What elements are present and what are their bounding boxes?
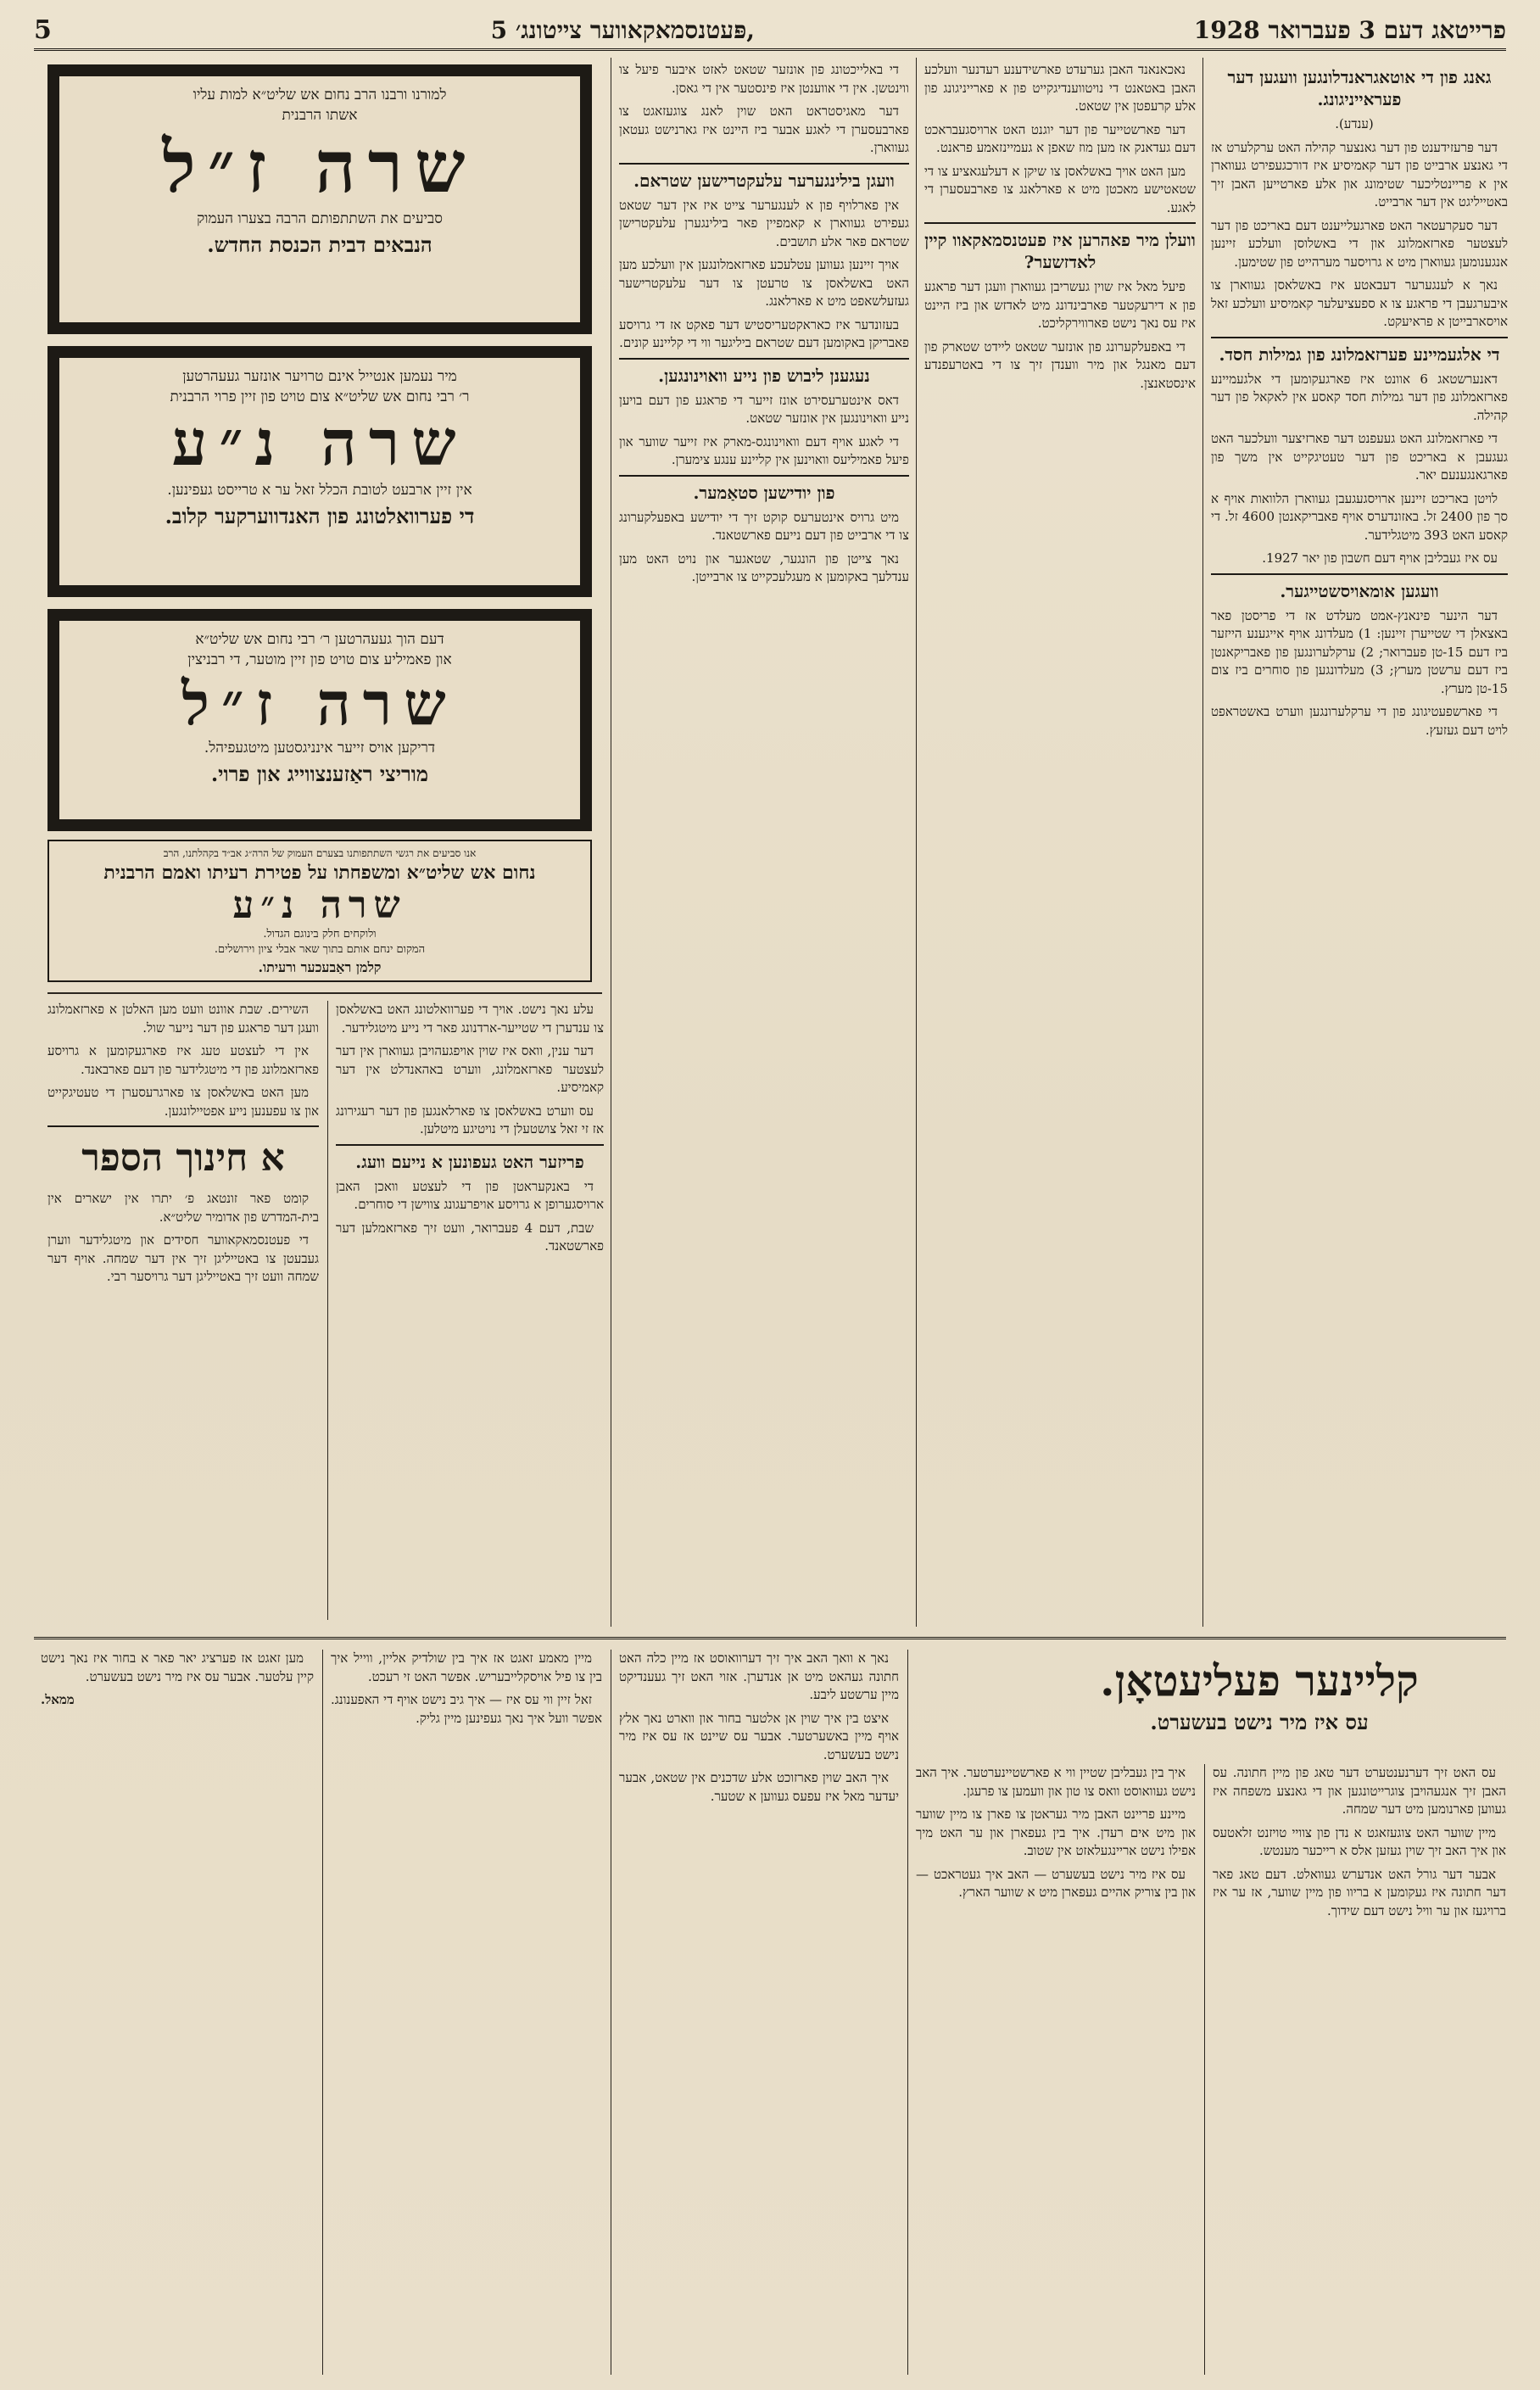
notice-line: סביעים את השתתפותם הרבה בצערו העמוק (197, 210, 443, 227)
notice-signature: קלמן ראַבעכער ורעיתו. (258, 959, 382, 975)
notice-line: נחום אש שליט״א ומשפחתו על פטירת רעיתו ואמם הרבנית (103, 862, 536, 884)
middle-right-column (924, 61, 1196, 1622)
paragraph: מיין מאמע זאגט אז איך בין שולדיק אליין, ווייל איך בין צו פיל אויסקלייבעריש. אפשר האט זי רעכט. (331, 1650, 602, 1684)
subline: (ענדע). (1335, 116, 1374, 131)
divider (619, 475, 909, 477)
notice-line: דריקען אויס זייער אינניגסטען מיטגעפיהל. (204, 740, 436, 757)
paragraph: די לאגע אויף דעם וואוינונגס-מארק איז זייער שווער און פיעל פאמיליעס וואוינען אין קליינע ענגע צימערן. (619, 433, 909, 467)
left-lower-column (47, 1001, 319, 1620)
paragraph: דער ענין, וואס איז שוין אויפגעהויבן געווארן אין דער לעצטער פארזאמלונג, ווערט באהאנדלט אין דער קאמיסיע. (336, 1043, 604, 1095)
paragraph: איצט בין איך שוין אן אלטער בחור און ווארט נאך אלץ אויף מיין באשערטער. אבער עס שיינט אז עס איז מיר נישט בעשערט. (619, 1710, 899, 1762)
paragraph: דער סעקרעטאר האט פארגעלייענט דעם באריכט פון דער לעצטער פארזאמלונג און די באשלוסן וועלכע זיינען אנגענומען געווארן מיט א גרויסער מערהייט פון שטימען. (1211, 217, 1508, 270)
headline-gmilut-chesed: די אלגעמיינע פערזאמלונג פון גמילות חסד. (1219, 343, 1500, 365)
paragraph: דער מאגיסטראט האט שוין לאנג צוגעזאגט צו פארבעסערן די לאגע אבער ביז היינט איז גארנישט געטאן געווארן. (619, 103, 909, 155)
column-rule (916, 58, 917, 1627)
masthead-paper-name: ,פּעטנסמאקאווער צייטונג׳ 5 (490, 15, 756, 44)
notice-line: מיר נעמען אנטייל אינם טרויער אונזער געעהרטען (182, 368, 457, 385)
notice-signature: מוריצי ראַזענצווייג און פרוי. (210, 762, 429, 786)
divider (619, 163, 909, 165)
paragraph: אבער דער גורל האט אנדערש געוואלט. דעם טאג פאר דער חתונה איז געקומען א בריוו פון מיין שווער, אז ער איז ברויגעז און ער וויל נישט דעם שידוך. (1213, 1866, 1506, 1918)
paragraph: עס האט זיך דערנענטערט דער טאג פון מיין חתונה. עס האבן זיך אנגעהויבן צוגרייטונגען און די גאנצע משפחה איז געווען פארנומען מיט דער שמחה. (1213, 1765, 1506, 1817)
signature: ממאל. (41, 1692, 75, 1707)
column-rule (1204, 1764, 1205, 2375)
notice-line: למורנו ורבנו הרב נחום אש שליט״א למות עליו (192, 87, 447, 103)
headline-housing: נעגענן ליבוש פון נייע וואוינונגען. (658, 365, 870, 386)
divider (1211, 337, 1508, 338)
headline-lodz-travel: וועלן מיר פאהרען איז פעטנסמאקאוו קיין לאדזשער? (924, 230, 1196, 272)
paragraph: מען האט אויך באשלאסן צו שיקן א דעלעגאציע צו די שטאטישע מאכטן מיט א פארלאנג צו פארבעסערן די לאגע. (924, 163, 1196, 215)
paragraph: נאכאנאנד האבן גערעדט פארשידענע רעדנער וועלכע האבן באטאנט די נויטווענדיגקייט פון א פארייניגונג פון אלע קרעפטן אין שטאט. (924, 62, 1196, 114)
headline-bankrupt: פריזער האט געפונען א נייעם וועג. (355, 1151, 584, 1172)
masthead (34, 12, 1506, 51)
masthead-date: פרייטאג דעם 3 פעברואר 1928 (1193, 15, 1506, 44)
notice-name: שרה ז״ל (181, 668, 458, 739)
headline-tax: וועגען אומאויסשטייגער. (1280, 580, 1439, 601)
divider (619, 358, 909, 360)
paragraph: די באנקעראטן פון די לעצטע וואכן האבן ארויסגערופן א גרויסע אויפרעגונג צווישן די סוחרים. (336, 1178, 604, 1212)
paragraph: דער פארשטייער פון דער יוגנט האט ארויסגעבראכט דעם געדאנק אז מען מוז שאפן א געמיינזאמע פראנט. (924, 121, 1196, 155)
paragraph: קומט פאר זונטאג פ׳ יתרו אין ישארים אין בית-המדרש פון אדומיר שליט״א. (47, 1191, 319, 1225)
paragraph: מיט גרויס אינטערעס קוקט זיך די יודישע באפעלקערונג צו די ארבייט פון דעם נייעם פארשטאנד. (619, 509, 909, 543)
notice-line: המקום ינחם אותם בתוך שאר אבלי ציון וירושלים. (214, 943, 426, 956)
notice-line: אנו סביעים את רגשי השתתפותנו בצערם העמוק של הרה״ג אב״ד בקהלתנו, הרב (163, 847, 477, 859)
middle-left-column (619, 61, 909, 994)
paragraph: עלע נאך נישט. אויך די פערוואלטונג האט באשלאסן צו ענדערן די שטייער-ארדנונג פאר די נייע מיטגלידער. (336, 1002, 604, 1036)
paragraph: אויך זיינען געווען עטלעכע פארזאמלונגען אין וועלכע מען האט באשלאסן צו טרעטן צו דער עלעקטרישער געזעלשאפט מיט א פארלאנג. (619, 257, 909, 309)
notice-name: שרה ז״ל (162, 125, 477, 209)
paragraph: זאל זיין ווי עס איז — איך גיב נישט אויף די האפענונג. אפשר וועל איך נאך געפינען מיין גליק. (331, 1692, 602, 1726)
memorial-notice (47, 64, 592, 334)
paragraph: השירים. שבת אוונט וועט מען האלטן א פארזאמלונג וועגן דער פראגע פון דער נייער שול. (47, 1002, 319, 1036)
divider (47, 1125, 319, 1127)
paragraph: די באפעלקערונג פון אונזער שטאט ליידט שטארק פון דעם מאנגל און מיר ווענדן זיך צו די באטרעפנדע אינסטאנצן. (924, 338, 1196, 391)
feature-column-4 (331, 1650, 602, 2375)
paragraph: דער פּרעזידענט פון דער גאנצער קהילה האט ערקלערט אז די גאנצע ארבייט פון דער קאמיסיע איז דורכגעפירט געווארן אין א פריינטליכער שטימונג און אלע פארטייען האבן זיך באטייליגט אין דער ארבייט. (1211, 139, 1508, 209)
paragraph: די פארזאמלונג האט געעפנט דער פארזיצער וועלכער האט געגעבן א באריכט פון דער טעטיגקייט אין משך פון פארגאנגענעם יאר. (1211, 431, 1508, 483)
notice-signature: הנבאים דבית הכנסת החדש. (207, 232, 432, 257)
paragraph: מען זאגט אז פערציג יאר פאר א בחור איז נאך נישט קיין עלטער. אבער עס איז מיר נישט בעשערט. (41, 1650, 314, 1684)
feature-headline: קליינער פעליעטאָן. (1100, 1656, 1419, 1706)
paragraph: מיינע פריינט האבן מיר געראטן צו פארן צו מיין שווער און מיט אים רעדן. איך בין געפארן און ער האט מיך אפילו נישט אריינגעלאזט אין שטוב. (916, 1806, 1196, 1858)
feature-subhead: עס איז מיר נישט בעשערט. (1150, 1710, 1369, 1734)
section-rule (47, 992, 602, 994)
notice-line: ולוקחים חלק בינוגם הגדול. (263, 928, 377, 941)
paragraph: נאך צייטן פון הונגער, שטאגער און נויט האט מען ענדלעך באקומען א מעגלעכקייט צו ארבייטן. (619, 550, 909, 584)
feature-column-5 (41, 1650, 314, 2375)
memorial-notice (47, 840, 592, 982)
headline-jewish-stamer: פון יודישען סטאַמער. (693, 482, 835, 503)
feature-column-1 (1213, 1764, 1506, 2375)
feature-column-2 (916, 1764, 1196, 2375)
right-column (1211, 61, 1508, 1622)
paragraph: אין פארלויף פון א לענגערער צייט איז אין דער שטאט געפירט געווארן א קאמפיין פאר בילינגערן עלעקטרישן שטראם פאר אלע תושבים. (619, 197, 909, 249)
paragraph: דאס אינטערעסירט אונז זייער די פראגע פון דעם בויען נייע וואוינונגען אין אונזער שטאט. (619, 392, 909, 426)
headline-negotiations: גאנג פון די אוטאגראנדלונגען וועגען דער פעראייניגונג. (1227, 67, 1492, 109)
paragraph: עס איז געבליבן אויף דעם חשבון פון יאר 1927. (1262, 550, 1498, 566)
paragraph: שבת, דעם 4 פעברואר, וועט זיך פארזאמלען דער פארשטאנד. (336, 1220, 604, 1254)
paragraph: לויטן באריכט זיינען ארויסגעגעבן געווארן הלוואות אויף א סך פון 2400 זל. באזונדערס אויף פאבריקאנטן 4600 זל. די קאסע האט 393 מיטגלידער. (1211, 490, 1508, 543)
column-rule (322, 1650, 323, 2375)
notice-line: אשתו הרבנית (282, 107, 358, 124)
paragraph: די פארשפעטיגונג פון די ערקלערונגען ווערט באשטראפט לויט דעם געזעץ. (1211, 704, 1508, 738)
memorial-notice (47, 609, 592, 831)
paragraph: עס איז מיר נישט בעשערט — האב איך געטראכט — און בין צוריק אהיים געפארן מיט א שווער הארץ. (916, 1866, 1196, 1900)
notice-name: שרה נ״ע (232, 884, 407, 927)
notice-signature: די פערוואלטונג פון האנדווערקער קלוב. (165, 504, 475, 528)
paragraph: מיין שווער האט צוגעזאגט א נדן פון צוויי טויזנט זלאטעס און איך האב זיך שוין געזען אלס א רייכער מענטש. (1213, 1824, 1506, 1858)
column-rule (907, 1650, 908, 2375)
paragraph: בעזונדער איז כאראקטעריסטיש דער פאקט אז די גרויסע פאבריקן באקומען דעם שטראם ביליגער ווי די קליינע קונים. (619, 316, 909, 350)
notice-name: שרה נ״ע (171, 407, 468, 480)
divider (336, 1144, 604, 1146)
lower-middle-column (336, 1001, 604, 1620)
paragraph: עס ווערט באשלאסן צו פארלאנגען פון דער רעגירונג אז זי זאל צושטעלן די נויטיגע מיטלען. (336, 1103, 604, 1136)
masthead-page-number: 5 (34, 15, 52, 45)
notice-line: אין זיין ארבעט לטובת הכלל זאל ער א טרייסט געפינען. (167, 482, 472, 499)
feature-column-3 (619, 1650, 899, 2375)
column-rule (327, 1001, 328, 1620)
paragraph: מען האט באשלאסן צו פארגרעסערן די טעטיגקייט און צו עפענען נייע אפטיילונגען. (47, 1085, 319, 1119)
memorial-notice (47, 346, 592, 597)
divider (924, 222, 1196, 224)
notice-line: דעם הוך געעהרטען ר׳ רבי נחום אש שליט״א (195, 631, 444, 648)
headline-electric: וועגן בילינגערער עלעקטרישען שטראם. (633, 170, 895, 191)
paragraph: איך בין געבליבן שטיין ווי א פארשטיינערטער. איך האב נישט געוואוסט וואס צו טון און וועמען צו פרעגן. (916, 1765, 1196, 1799)
paragraph: די פעטנסמאקאווער חסידים און מיטגלידער ווערן געבעטן צו באטייליגן זיך אין דער שמחה. אויף דער שמחה וועט זיך באטייליגן דער גרויסער רבי. (47, 1232, 319, 1284)
notice-line: ר׳ רבי נחום אש שליט״א צום טויט פון זיין פרוי הרבנית (170, 388, 470, 405)
feature-header (1018, 1654, 1501, 1756)
headline-chinuch-hasefer: א חינוך הספר (81, 1136, 285, 1180)
paragraph: איך האב שוין פארזוכט אלע שדכנים אין שטאט, אבער יעדער מאל איז עפעס געווען א שטער. (619, 1770, 899, 1804)
column-rule (1202, 58, 1203, 1627)
paragraph: נאך א וואך האב איך זיך דערוואוסט אז מיין כלה האט חתונה געהאט מיט אן אנדערן. אזוי האט זיך געענדיקט מיין ערשטע ליבע. (619, 1650, 899, 1702)
paragraph: נאך א לענגערער דעבאטע איז באשלאסן געווארן צו איבערגעבן די פראגע צו א ספעציעלער קאמיסיע וועלכע זאל אויסארבייטן א פראיעקט. (1211, 277, 1508, 329)
divider (1211, 573, 1508, 575)
paragraph: פיעל מאל איז שוין געשריבן געווארן וועגן דער פראגע פון א דירעקטער פארבינדונג מיט לאדזש און ביז היינט איז עס נאך נישט פארווירקליכט. (924, 279, 1196, 331)
paragraph: דאנערשטאג 6 אוונט איז פארגעקומען די אלגעמיינע פארזאמלונג פון דער גמילות חסד קאסע אין לאקאל פון דער קהילה. (1211, 371, 1508, 423)
notice-line: און פאמיליע צום טויט פון זיין מוטער, די רבניצין (187, 651, 452, 668)
paragraph: די באלייכטונג פון אונזער שטאט לאזט איבער פיעל צו ווינטשן. אין די אווענטן איז פינסטער אין די גאסן. (619, 62, 909, 96)
paragraph: אין די לעצטע טעג איז פארגעקומען א גרויסע פארזאמלונג פון די מיטגלידער פון דעם פארבאנד. (47, 1043, 319, 1077)
paragraph: דער הינער פינאנץ-אמט מעלדט אז די פריסטן פאר באצאלן די שטייערן זיינען: 1) מעלדונג אויף אייגענע הייזער ביז דעם 15-טן פעברואר; 2) ערקלערונגען פון פאבריקאנטן ביז דעם ערשטן מערץ; 3) מעלדונגען פון סוחרים ביז צום 15-טן מערץ. (1211, 607, 1508, 696)
section-rule (34, 1637, 1506, 1639)
